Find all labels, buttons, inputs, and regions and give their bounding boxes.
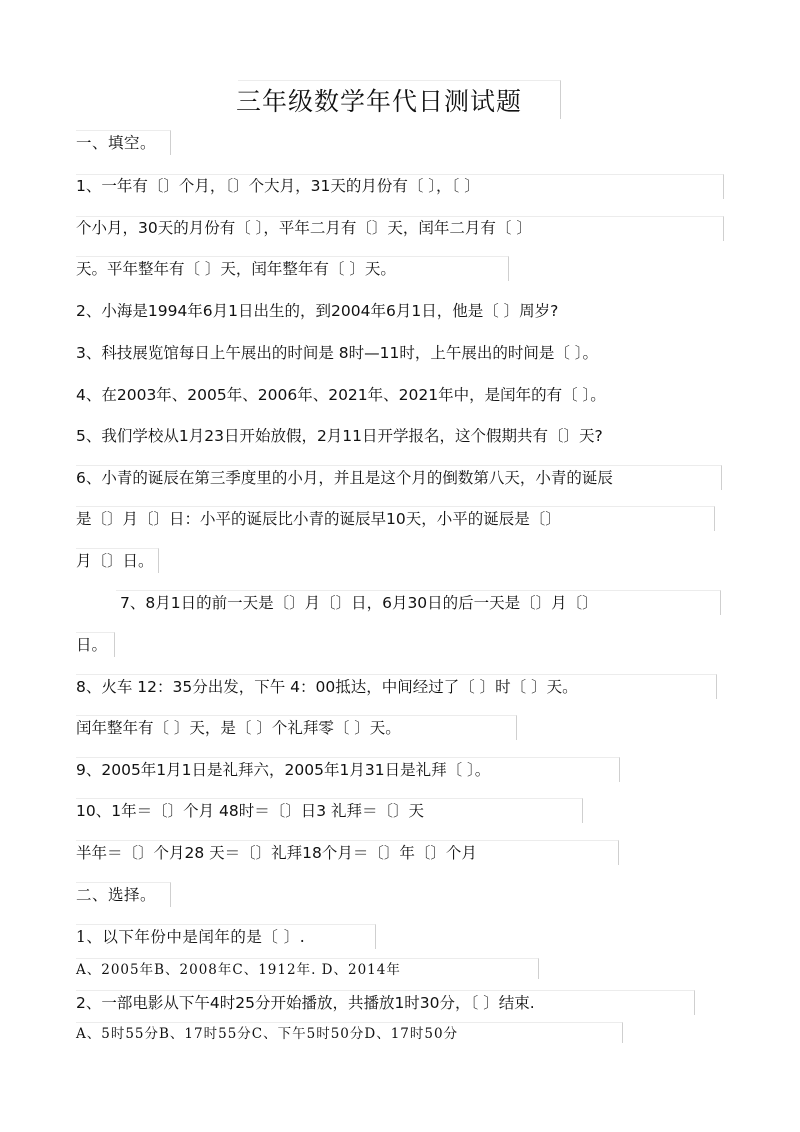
question-7-line-1: 7、8月1日的前一天是〔〕月〔〕日，6月30日的后一天是〔〕月〔〕 <box>120 594 598 612</box>
question-5: 5、我们学校从1月23日开始放假，2月11日开学报名，这个假期共有〔〕天? <box>76 427 603 445</box>
choice-question-2-options: A、5时55分B、17时55分C、下午5时50分D、17时50分 <box>76 1026 459 1042</box>
question-6-line-1: 6、小青的诞辰在第三季度里的小月，并且是这个月的倒数第八天，小青的诞辰 <box>76 469 613 487</box>
question-8-line-2: 闰年整年有〔 〕天，是〔 〕个礼拜零〔 〕天。 <box>76 719 401 737</box>
question-6-line-2: 是〔〕月〔〕日：小平的诞辰比小青的诞辰早10天，小平的诞辰是〔〕 <box>76 510 561 528</box>
question-4: 4、在2003年、2005年、2006年、2021年、2021年中，是闰年的有〔 〕。 <box>76 386 606 404</box>
page-title: 三年级数学年代日测试题 <box>236 87 523 116</box>
question-8-line-1: 8、火车 12：35分出发，下午 4：00抵达，中间经过了〔 〕时〔 〕天。 <box>76 678 578 696</box>
question-3: 3、科技展览馆每日上午展出的时间是 8时—11时，上午展出的时间是〔 〕。 <box>76 344 599 362</box>
question-6-line-3: 月〔〕日。 <box>76 552 154 570</box>
question-9: 9、2005年1月1日是礼拜六，2005年1月31日是礼拜〔 〕。 <box>76 761 491 779</box>
choice-question-2: 2、一部电影从下午4时25分开始播放，共播放1时30分，〔 〕结束. <box>76 994 535 1012</box>
question-10-line-1: 10、1年＝〔〕个月 48时＝〔〕日3 礼拜＝〔〕天 <box>76 802 425 820</box>
question-1-line-2: 个小月，30天的月份有〔 〕，平年二月有〔〕天，闰年二月有〔 〕 <box>76 219 532 237</box>
question-10-line-2: 半年＝〔〕个月28 天＝〔〕礼拜18个月＝〔〕年〔〕个月 <box>76 844 477 862</box>
section-heading-choice: 二、选择。 <box>76 886 157 904</box>
question-1-line-1: 1、一年有〔〕个月，〔〕个大月，31天的月份有〔 〕，〔 〕 <box>76 177 480 195</box>
question-2: 2、小海是1994年6月1日出生的，到2004年6月1日，他是〔 〕周岁? <box>76 302 559 320</box>
section-heading-fill-blank: 一、填空。 <box>76 134 157 152</box>
question-1-line-3: 天。平年整年有〔 〕天，闰年整年有〔 〕天。 <box>76 260 396 278</box>
choice-question-1-options: A、2005年B、2008年C、1912年. D、2014年 <box>76 962 401 978</box>
question-7-line-2: 日。 <box>76 636 108 654</box>
choice-question-1: 1、以下年份中是闰年的是〔 〕. <box>76 928 306 946</box>
